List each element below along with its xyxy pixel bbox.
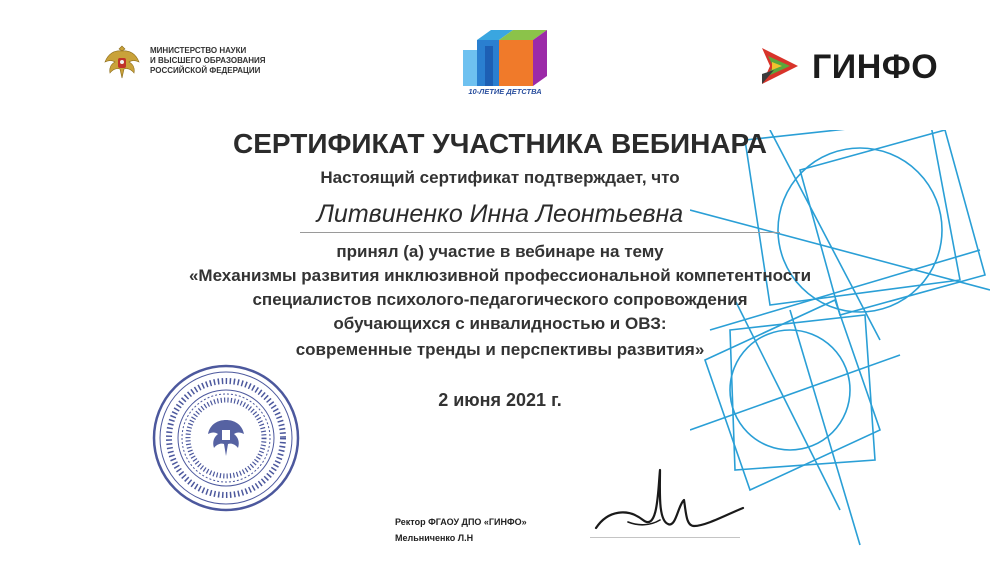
rector-block bbox=[395, 514, 527, 546]
webinar-topic-line: обучающихся с инвалидностью и ОВЗ: bbox=[333, 314, 667, 333]
signature-line bbox=[590, 537, 740, 538]
russian-eagle-emblem-icon bbox=[100, 40, 144, 84]
rector-name: Мельниченко Л.Н bbox=[395, 533, 474, 543]
participation-text: принял (а) участие в вебинаре на тему bbox=[336, 242, 664, 261]
colored-cube-icon bbox=[455, 26, 555, 90]
ministry-name-line: МИНИСТЕРСТВО НАУКИ bbox=[150, 46, 247, 55]
webinar-topic-line: «Механизмы развития инклюзивной профессиональной компетентности bbox=[188, 266, 812, 285]
ministry-name-line: РОССИЙСКОЙ ФЕДЕРАЦИИ bbox=[150, 66, 261, 75]
name-underline bbox=[300, 232, 780, 233]
webinar-date: 2 июня 2021 г. bbox=[438, 390, 562, 410]
ginfo-arrow-icon bbox=[760, 44, 800, 88]
ginfo-logo-mark bbox=[760, 44, 800, 88]
decade-logo-label: 10-ЛЕТИЕ ДЕТСТВА bbox=[468, 87, 542, 96]
rector-title: Ректор ФГАОУ ДПО «ГИНФО» bbox=[395, 517, 527, 527]
certificate-title: СЕРТИФИКАТ УЧАСТНИКА ВЕБИНАРА bbox=[233, 128, 767, 159]
seal-eagle-icon bbox=[208, 420, 244, 456]
webinar-topic-line: специалистов психолого-педагогического сопровождения bbox=[252, 290, 748, 309]
ginfo-logo-text: ГИНФО bbox=[812, 48, 939, 86]
ministry-name-line: И ВЫСШЕГО ОБРАЗОВАНИЯ bbox=[150, 56, 266, 65]
official-seal bbox=[150, 362, 302, 514]
participant-name: Литвиненко Инна Леонтьевна bbox=[316, 200, 684, 228]
webinar-topic-line: современные тренды и перспективы развития» bbox=[295, 340, 705, 359]
certificate-subtitle: Настоящий сертификат подтверждает, что bbox=[320, 168, 680, 187]
ministry-name bbox=[150, 46, 266, 76]
rector-signature bbox=[588, 450, 748, 540]
